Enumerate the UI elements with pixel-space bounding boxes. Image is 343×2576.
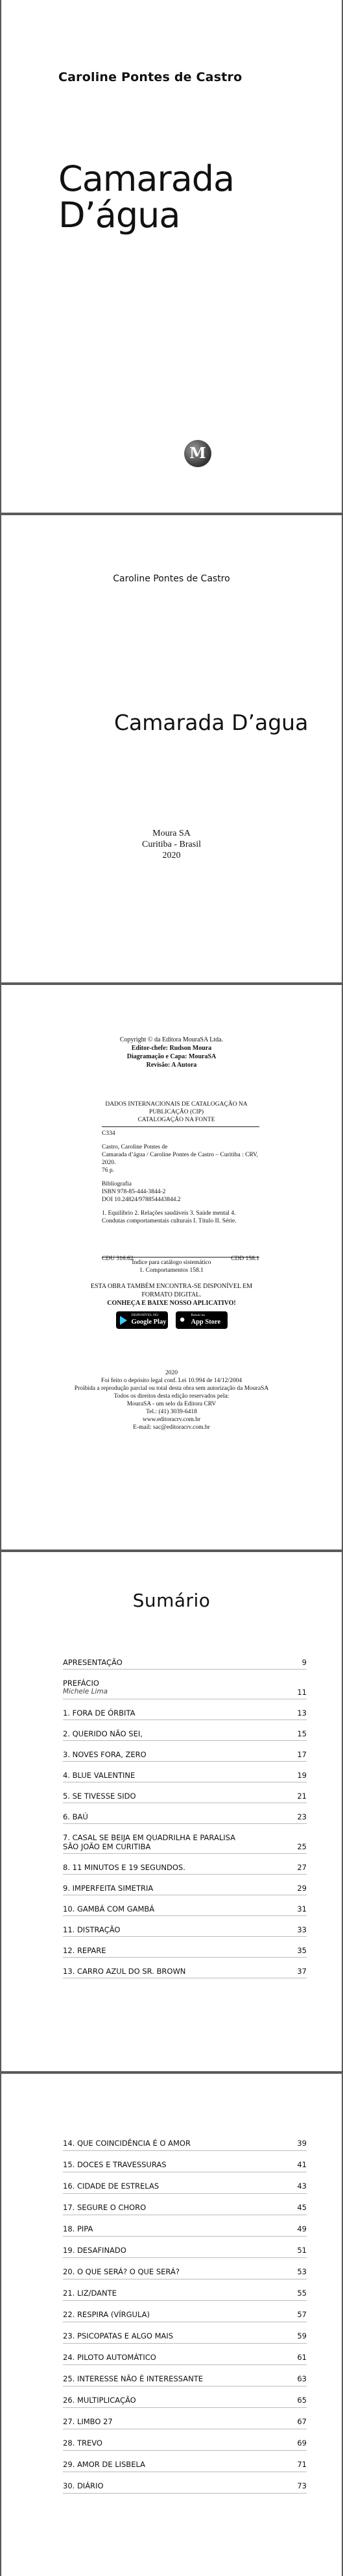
digital-line: CONHEÇA E BAIXE NOSSO APLICATIVO! xyxy=(107,1300,236,1307)
toc-entry-page: 29 xyxy=(297,1884,307,1893)
toc-entry-page: 51 xyxy=(297,2246,307,2255)
imprint-year: 2020 xyxy=(162,851,181,860)
toc-entry-page: 49 xyxy=(297,2224,307,2233)
toc-entry[interactable] xyxy=(63,1884,307,1895)
cdu-code: CDU 316.62 xyxy=(102,1256,134,1262)
footer-line: E-mail: sac@editoracrv.com.br xyxy=(133,1424,210,1431)
toc-entry-page: 71 xyxy=(297,2460,307,2469)
cip-line xyxy=(102,1174,259,1180)
toc-entry[interactable] xyxy=(63,2139,307,2151)
toc-entry[interactable] xyxy=(63,2331,307,2344)
cover-title xyxy=(58,158,235,236)
toc-entry-page: 25 xyxy=(297,1842,307,1851)
credit-line: Diagramação e Capa: MouraSA xyxy=(126,1053,217,1060)
digital-notice xyxy=(1,1282,342,1307)
legal-footer xyxy=(1,1369,342,1431)
title-page-title: Camarada D’agua xyxy=(114,710,309,735)
imprint-city: Curitiba - Brasil xyxy=(142,840,201,849)
toc-entry-page: 35 xyxy=(297,1946,307,1955)
toc-entry-title: 8. 11 MINUTOS E 19 SEGUNDOS. xyxy=(63,1863,185,1872)
toc-entry-page: 21 xyxy=(297,1792,307,1801)
toc-entry[interactable] xyxy=(63,2417,307,2429)
toc-page-1 xyxy=(1,1552,342,2071)
toc-entry-title: 6. BAÚ xyxy=(63,1812,88,1821)
footer-line: Foi feito o depósito legal conf. Lei 10.994 de 14/12/2004 xyxy=(101,1378,242,1384)
toc-entry-author: Michele Lima xyxy=(63,1688,108,1695)
toc-entry-title: 16. CIDADE DE ESTRELAS xyxy=(63,2181,160,2191)
digital-line: FORMATO DIGITAL. xyxy=(141,1291,202,1298)
toc-entry[interactable] xyxy=(63,1708,307,1720)
cover-author: Caroline Pontes de Castro xyxy=(58,70,242,84)
toc-entry-title: 14. QUE COINCIDÊNCIA É O AMOR xyxy=(63,2139,191,2148)
toc-entry-title: 24. PILOTO AUTOMÁTICO xyxy=(63,2353,156,2362)
toc-entry-page: 39 xyxy=(297,2139,307,2148)
toc-entry-page: 27 xyxy=(297,1863,307,1872)
toc-entry-title: 10. GAMBÁ COM GAMBÁ xyxy=(63,1904,155,1914)
toc-entry-title: 19. DESAFINADO xyxy=(63,2246,126,2255)
toc-entry[interactable] xyxy=(63,1679,307,1699)
cip-record xyxy=(102,1126,259,1262)
footer-line: Tel.: (41) 3039-6418 xyxy=(146,1409,197,1415)
toc-entry-page: 61 xyxy=(297,2353,307,2362)
cip-header-line: CATALOGAÇÃO NA FONTE xyxy=(137,1117,215,1123)
credits xyxy=(1,1036,342,1069)
cip-line: C334 xyxy=(102,1130,115,1137)
toc-entry-page: 53 xyxy=(297,2267,307,2276)
toc-entry-page: 55 xyxy=(297,2289,307,2298)
cover-page xyxy=(1,0,342,513)
toc-entry-page: 69 xyxy=(297,2438,307,2448)
copyright-page xyxy=(1,985,342,1549)
toc-entry-title: 27. LIMBO 27 xyxy=(63,2417,113,2426)
footer-line: Todos os direitos desta edição reservados pela: xyxy=(113,1393,230,1400)
toc-entry-title: 2. QUERIDO NÃO SEI, xyxy=(63,1729,143,1738)
toc-entry[interactable] xyxy=(63,2203,307,2215)
toc-entry-title: 13. CARRO AZUL DO SR. BROWN xyxy=(63,1967,186,1976)
footer-line: MouraSA - um selo da Editora CRV xyxy=(126,1401,217,1407)
cip-line: Castro, Caroline Pontes de xyxy=(102,1144,168,1150)
toc-entry-title: 1. FORA DE ÓRBITA xyxy=(63,1708,136,1718)
toc-entry-title: 17. SEGURE O CHORO xyxy=(63,2203,147,2212)
toc-entry[interactable] xyxy=(63,1925,307,1937)
app-store-badge[interactable] xyxy=(176,1311,228,1329)
imprint xyxy=(1,828,342,861)
toc-entry-title: 20. O QUE SERÁ? O QUE SERÁ? xyxy=(63,2267,180,2276)
digital-line: ESTA OBRA TAMBÉM ENCONTRA-SE DISPONÍVEL EM xyxy=(90,1283,253,1290)
toc-entry-page: 37 xyxy=(297,1967,307,1976)
toc-entry-page: 23 xyxy=(297,1812,307,1821)
imprint-publisher: Moura SA xyxy=(152,829,191,838)
index-line: Índice para catálogo sistemático xyxy=(132,1259,211,1266)
toc-entry[interactable] xyxy=(63,1946,307,1958)
toc-entry-page: 33 xyxy=(297,1925,307,1934)
toc-page-2 xyxy=(1,2074,342,2576)
footer-line: 2020 xyxy=(165,1370,178,1376)
toc-entry[interactable] xyxy=(63,1904,307,1916)
title-page xyxy=(1,515,342,982)
toc-entry-page: 17 xyxy=(297,1750,307,1759)
toc-entry-title: 3. NOVES FORA, ZERO xyxy=(63,1750,147,1759)
google-badge-small: DISPONÍVEL NO xyxy=(131,1313,159,1317)
cip-line: DOI 10.24824/978854443844.2 xyxy=(102,1197,181,1203)
toc-entry-title: 4. BLUE VALENTINE xyxy=(63,1771,136,1780)
toc-title: Sumário xyxy=(132,1590,211,1611)
toc-entry[interactable] xyxy=(63,2353,307,2365)
toc-entry[interactable] xyxy=(63,2246,307,2258)
toc-entry[interactable] xyxy=(63,1833,307,1854)
toc-entry-page: 13 xyxy=(297,1708,307,1718)
cip-lines xyxy=(102,1127,259,1225)
toc-entry-title-continued: SÃO JOÃO EM CURITIBA xyxy=(63,1842,151,1851)
toc-entry-title: 23. PSICOPATAS E ALGO MAIS xyxy=(63,2331,174,2340)
toc-entry-page: 15 xyxy=(297,1729,307,1738)
toc-entry-title: 7. CASAL SE BEIJA EM QUADRILHA E PARALISA xyxy=(63,1833,235,1842)
toc-entry[interactable] xyxy=(63,1792,307,1803)
toc-entry[interactable] xyxy=(63,2438,307,2451)
toc-entry-title: 21. LIZ/DANTE xyxy=(63,2289,117,2298)
apple-badge-label: App Store xyxy=(191,1318,221,1326)
cip-header-line: DADOS INTERNACIONAIS DE CATALOGAÇÃO NA PUBLICAÇÃO (CIP) xyxy=(105,1101,248,1115)
cip-line: Bibliografia xyxy=(102,1181,132,1187)
toc-entry-title: 9. IMPERFEITA SIMETRIA xyxy=(63,1884,154,1893)
cip-header xyxy=(89,1100,264,1124)
toc-entry-title: 11. DISTRAÇÃO xyxy=(63,1925,121,1934)
toc-entry-page: 41 xyxy=(297,2160,307,2169)
toc-entry-title: PREFÁCIO xyxy=(63,1679,99,1688)
toc-list xyxy=(63,1658,307,1987)
toc-entry-page: 57 xyxy=(297,2310,307,2319)
google-badge-label: Google Play xyxy=(131,1318,167,1326)
toc-entry-title: 28. TREVO xyxy=(63,2438,102,2448)
cover-title-line2: D’água xyxy=(58,195,180,236)
systematic-index xyxy=(1,1259,342,1274)
cip-line: Camarada d’água / Caroline Pontes de Castro – Curitiba : CRV, 2020. xyxy=(102,1152,259,1166)
toc-entry-title: 26. MULTIPLICAÇÃO xyxy=(63,2396,136,2405)
toc-entry-page: 73 xyxy=(297,2481,307,2490)
toc-entry[interactable] xyxy=(63,2481,307,2494)
toc-entry[interactable] xyxy=(63,1729,307,1741)
toc-entry-page: 11 xyxy=(297,1688,307,1697)
toc-entry-title: 15. DOCES E TRAVESSURAS xyxy=(63,2160,167,2169)
toc-entry-page: 59 xyxy=(297,2331,307,2340)
toc-entry[interactable] xyxy=(63,2224,307,2237)
toc-entry-page: 31 xyxy=(297,1904,307,1914)
logo-letter: M xyxy=(189,444,206,462)
cdd-code: CDD 158.1 xyxy=(231,1256,259,1262)
cover-title-line1: Camarada xyxy=(58,158,235,199)
toc-entry[interactable] xyxy=(63,2181,307,2194)
toc-entry-title: 5. SE TIVESSE SIDO xyxy=(63,1792,136,1801)
cip-line xyxy=(102,1204,259,1209)
toc-entry[interactable] xyxy=(63,2374,307,2387)
apple-icon: ● xyxy=(179,1315,185,1325)
toc-list xyxy=(63,2139,307,2503)
toc-entry[interactable] xyxy=(63,1750,307,1762)
toc-entry[interactable] xyxy=(63,1812,307,1824)
index-line: 1. Comportamentos 158.1 xyxy=(139,1267,204,1274)
publisher-logo xyxy=(184,440,211,467)
toc-entry-page: 45 xyxy=(297,2203,307,2212)
toc-entry-page: 67 xyxy=(297,2417,307,2426)
toc-entry[interactable] xyxy=(63,1658,307,1670)
toc-entry[interactable] xyxy=(63,2460,307,2472)
toc-entry[interactable] xyxy=(63,1863,307,1875)
footer-line: Proibida a reprodução parcial ou total desta obra sem autorização da MouraSA xyxy=(74,1385,269,1392)
toc-entry-title: APRESENTAÇÃO xyxy=(63,1658,123,1667)
credit-line: Editor-chefe: Rudson Moura xyxy=(131,1045,212,1052)
cip-line: 76 p. xyxy=(102,1167,114,1174)
toc-entry-page: 43 xyxy=(297,2181,307,2191)
cip-line: ISBN 978-85-444-3844-2 xyxy=(102,1189,166,1195)
toc-entry[interactable] xyxy=(63,2160,307,2172)
toc-entry[interactable] xyxy=(63,2267,307,2279)
toc-entry-page: 65 xyxy=(297,2396,307,2405)
toc-entry[interactable] xyxy=(63,2289,307,2301)
cip-line: 1. Equilíbrio 2. Relações saudáveis 3. Saúde mental 4. Condutas comportamentais culturais I. Título II. Série. xyxy=(102,1210,237,1224)
toc-entry[interactable] xyxy=(63,2310,307,2322)
toc-entry[interactable] xyxy=(63,2396,307,2408)
toc-entry-title: 22. RESPIRA (VÍRGULA) xyxy=(63,2310,150,2319)
footer-line: www.editoracrv.com.br xyxy=(142,1416,201,1423)
google-play-icon xyxy=(120,1316,127,1325)
toc-entry-page: 19 xyxy=(297,1771,307,1780)
toc-entry-title: 18. PIPA xyxy=(63,2224,93,2233)
credit-line: Revisão: A Autora xyxy=(146,1062,197,1069)
toc-entry-title: 30. DIÁRIO xyxy=(63,2481,104,2490)
apple-badge-small: Baixar na xyxy=(191,1313,205,1317)
app-badges xyxy=(1,1311,342,1329)
google-play-badge[interactable] xyxy=(116,1311,168,1329)
title-page-author: Caroline Pontes de Castro xyxy=(113,574,230,584)
toc-entry-title: 25. INTERESSE NÃO É INTERESSANTE xyxy=(63,2374,204,2383)
toc-entry-page: 63 xyxy=(297,2374,307,2383)
toc-entry-title: 29. AMOR DE LISBELA xyxy=(63,2460,145,2469)
toc-entry-title: 12. REPARE xyxy=(63,1946,106,1955)
toc-entry[interactable] xyxy=(63,1967,307,1978)
toc-entry-page: 9 xyxy=(302,1658,307,1667)
credit-line: Copyright © da Editora MouraSA Ltda. xyxy=(119,1036,224,1043)
toc-entry[interactable] xyxy=(63,1771,307,1782)
cip-line xyxy=(102,1137,259,1143)
